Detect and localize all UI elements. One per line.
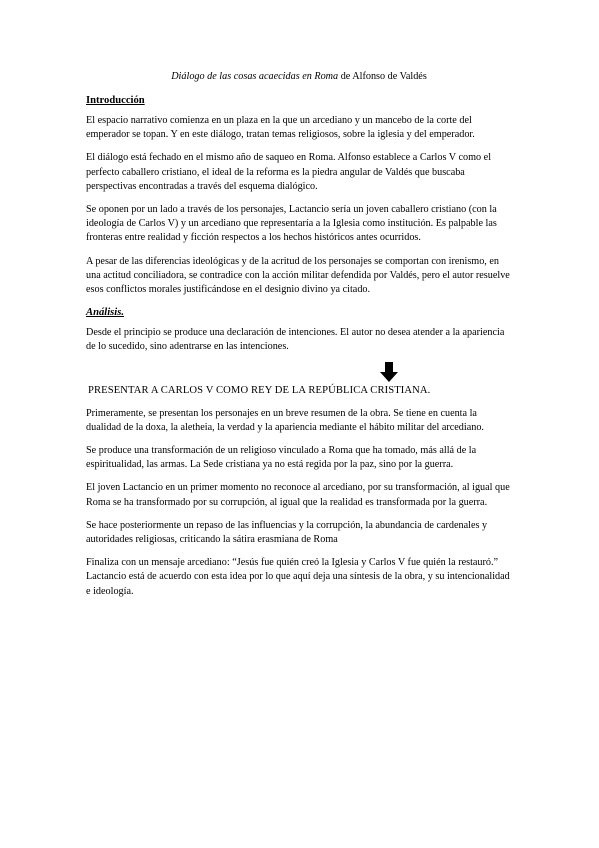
caps-statement: PRESENTAR A CARLOS V COMO REY DE LA REPÚBLICA CRISTIANA. xyxy=(88,384,431,396)
document-body xyxy=(86,70,512,608)
heading-introduccion: Introducción xyxy=(86,95,145,106)
analysis-paragraph: El joven Lactancio en un primer momento no reconoce al arcediano, por su transformación, al igual que Roma se ha transformado por su corrupción, al igual que la realidad es transformada por la guerra. xyxy=(86,482,510,508)
arrow-container xyxy=(86,362,512,382)
intro-paragraph: A pesar de las diferencias ideológicas y de la acritud de los personajes se comportan con irenismo, en una actitud conciliadora, se contradice con la acción militar defendida por Valdés, pero el autor resuelve esos conflictos morales justificándose en el designio divino ya citado. xyxy=(86,255,510,296)
down-arrow-icon xyxy=(380,362,398,382)
analysis-intro-paragraph: Desde el principio se produce una declaración de intenciones. El autor no desea atender a la apariencia de lo sucedido, sino adentrarse en las intenciones. xyxy=(86,327,505,353)
analysis-paragraph: Primeramente, se presentan los personajes en un breve resumen de la obra. Se tiene en cuenta la dualidad de la doxa, la aletheia, la verdad y la apariencia mediante el hábito militar del arcediano. xyxy=(86,407,484,433)
intro-paragraph: El espacio narrativo comienza en un plaza en la que un arcediano y un mancebo de la corte del emperador se topan. Y en este diálogo, tratan temas religiosos, sobre la iglesia y del emperador. xyxy=(86,115,475,141)
heading-analisis: Análisis. xyxy=(86,307,124,319)
title-italic: Diálogo de las cosas acaecidas en Roma xyxy=(171,71,339,82)
intro-paragraph: El diálogo está fechado en el mismo año de saqueo en Roma. Alfonso establece a Carlos V como el perfecto caballero cristiano, el ideal de la reforma es la piedra angular de Valdés que buscaba perspectivas encontradas a través del esquema dialógico. xyxy=(86,152,492,192)
intro-paragraph: Se oponen por un lado a través de los personajes, Lactancio sería un joven caballero cristiano (con la ideología de Carlos V) y un arcediano que representaría a la Iglesia como institución. Es palpable las fronteras entre realidad y ficción respectos a los hechos históricos antes ocurridos. xyxy=(86,204,497,244)
analysis-paragraph: Finaliza con un mensaje arcediano: “Jesús fue quién creó la Iglesia y Carlos V fue quién la restauró.” Lactancio está de acuerdo con esta idea por lo que aquí deja una síntesis de la obra, y su intencionalidad e ideología. xyxy=(86,557,510,597)
analysis-paragraph: Se produce una transformación de un religioso vinculado a Roma que ha tomado, más allá de la espiritualidad, las armas. La Sede cristiana ya no está regida por la paz, sino por la guerra. xyxy=(86,445,477,471)
title-rest: de Alfonso de Valdés xyxy=(338,71,427,82)
document-title xyxy=(86,70,512,84)
analysis-paragraph: Se hace posteriormente un repaso de las influencias y la corrupción, la abundancia de cardenales y autoridades religiosas, criticando la sátira erasmiana de Roma xyxy=(86,519,488,546)
